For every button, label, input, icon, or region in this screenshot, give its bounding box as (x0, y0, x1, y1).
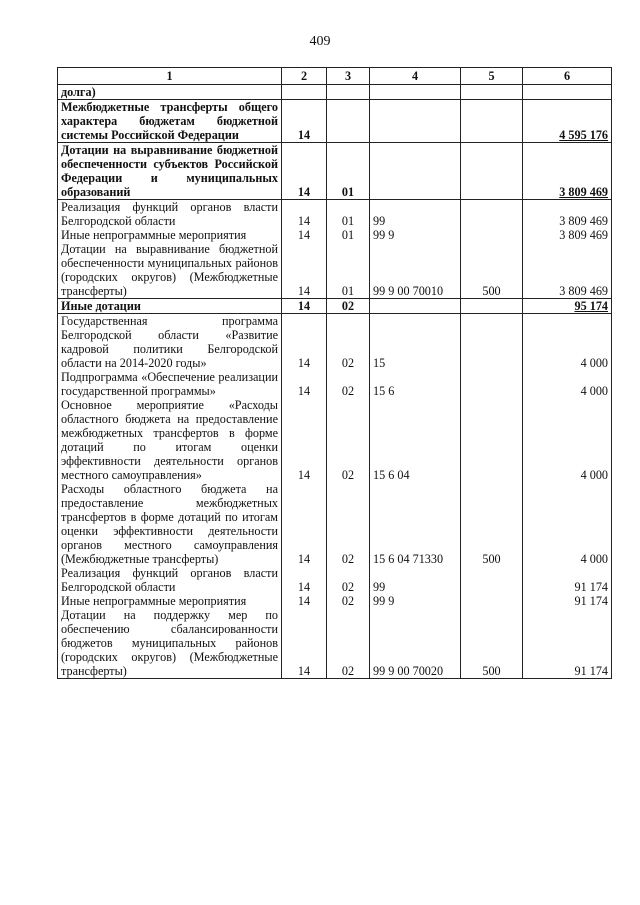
row-name: Иные дотации (58, 299, 282, 314)
row-name: Государственная программа Белгородской области «Развитие кадровой политики Белгородской области на 2014-2020 годы» (58, 314, 282, 371)
row-subsection: 02 (327, 314, 370, 371)
row-target-article (370, 100, 461, 143)
row-section: 14 (282, 482, 327, 566)
row-subsection: 02 (327, 398, 370, 482)
table-row (58, 482, 612, 566)
row-expense-type: 500 (461, 242, 523, 299)
row-name: Дотации на выравнивание бюджетной обеспеченности субъектов Российской Федерации и муниципальных образований (58, 143, 282, 200)
row-expense-type (461, 299, 523, 314)
row-name: Реализация функций органов власти Белгородской области (58, 200, 282, 229)
row-expense-type (461, 143, 523, 200)
row-target-article: 99 9 00 70010 (370, 242, 461, 299)
row-amount: 4 595 176 (523, 100, 612, 143)
row-section: 14 (282, 594, 327, 608)
table-row (58, 314, 612, 371)
table-row (58, 594, 612, 608)
row-target-article: 99 9 (370, 228, 461, 242)
table-row (58, 100, 612, 143)
row-name: Межбюджетные трансферты общего характера бюджетам бюджетной системы Российской Федерации (58, 100, 282, 143)
row-amount: 3 809 469 (523, 228, 612, 242)
row-target-article: 15 (370, 314, 461, 371)
row-name: Дотации на выравнивание бюджетной обеспеченности муниципальных районов (городских округов) (Межбюджетные трансферты) (58, 242, 282, 299)
row-section: 14 (282, 143, 327, 200)
row-amount: 3 809 469 (523, 242, 612, 299)
row-name: Основное мероприятие «Расходы областного бюджета на предоставление межбюджетных трансфертов в форме дотаций по итогам оценки эффективности деятельности органов местного самоуправления» (58, 398, 282, 482)
table-row (58, 299, 612, 314)
row-section: 14 (282, 228, 327, 242)
row-expense-type (461, 228, 523, 242)
row-amount: 4 000 (523, 398, 612, 482)
row-subsection: 01 (327, 242, 370, 299)
header-col-4: 4 (370, 68, 461, 85)
row-subsection: 02 (327, 370, 370, 398)
row-name: Подпрограмма «Обеспечение реализации государственной программы» (58, 370, 282, 398)
row-section: 14 (282, 370, 327, 398)
row-amount: 4 000 (523, 314, 612, 371)
row-expense-type: 500 (461, 482, 523, 566)
row-target-article (370, 85, 461, 100)
header-col-5: 5 (461, 68, 523, 85)
row-subsection: 01 (327, 200, 370, 229)
row-section: 14 (282, 608, 327, 679)
row-name: Иные непрограммные мероприятия (58, 228, 282, 242)
row-amount: 95 174 (523, 299, 612, 314)
row-amount: 3 809 469 (523, 143, 612, 200)
table-row (58, 85, 612, 100)
row-target-article: 15 6 04 71330 (370, 482, 461, 566)
row-expense-type (461, 200, 523, 229)
row-expense-type (461, 314, 523, 371)
row-target-article: 99 (370, 200, 461, 229)
row-subsection: 02 (327, 566, 370, 594)
row-expense-type (461, 398, 523, 482)
row-name: Дотации на поддержку мер по обеспечению сбалансированности бюджетов муниципальных районов (городских округов) (Межбюджетные трансферты) (58, 608, 282, 679)
row-amount: 91 174 (523, 608, 612, 679)
row-section (282, 85, 327, 100)
row-section: 14 (282, 398, 327, 482)
table-row (58, 608, 612, 679)
row-subsection: 02 (327, 608, 370, 679)
row-target-article: 15 6 04 (370, 398, 461, 482)
table-row (58, 242, 612, 299)
row-amount: 91 174 (523, 594, 612, 608)
row-subsection: 02 (327, 482, 370, 566)
row-expense-type: 500 (461, 608, 523, 679)
row-subsection: 01 (327, 143, 370, 200)
table-header (58, 68, 612, 85)
header-col-2: 2 (282, 68, 327, 85)
row-target-article (370, 143, 461, 200)
table-row (58, 228, 612, 242)
header-col-3: 3 (327, 68, 370, 85)
row-amount: 3 809 469 (523, 200, 612, 229)
row-expense-type (461, 85, 523, 100)
row-amount (523, 85, 612, 100)
row-section: 14 (282, 299, 327, 314)
row-target-article: 99 9 00 70020 (370, 608, 461, 679)
row-amount: 91 174 (523, 566, 612, 594)
row-section: 14 (282, 242, 327, 299)
row-expense-type (461, 100, 523, 143)
row-subsection: 01 (327, 228, 370, 242)
row-name: Реализация функций органов власти Белгородской области (58, 566, 282, 594)
row-amount: 4 000 (523, 482, 612, 566)
row-expense-type (461, 594, 523, 608)
row-name: долга) (58, 85, 282, 100)
row-name: Расходы областного бюджета на предоставление межбюджетных трансфертов в форме дотаций по итогам оценки эффективности деятельности органов местного самоуправления (Межбюджетные трансферты) (58, 482, 282, 566)
table-row (58, 200, 612, 229)
table-row (58, 566, 612, 594)
row-section: 14 (282, 314, 327, 371)
row-name: Иные непрограммные мероприятия (58, 594, 282, 608)
row-expense-type (461, 370, 523, 398)
table-row (58, 143, 612, 200)
row-amount: 4 000 (523, 370, 612, 398)
row-target-article: 15 6 (370, 370, 461, 398)
table-body (58, 85, 612, 679)
row-section: 14 (282, 100, 327, 143)
table-row (58, 370, 612, 398)
header-col-6: 6 (523, 68, 612, 85)
row-subsection: 02 (327, 299, 370, 314)
row-expense-type (461, 566, 523, 594)
row-target-article (370, 299, 461, 314)
row-target-article: 99 9 (370, 594, 461, 608)
page-number: 409 (309, 34, 331, 49)
row-section: 14 (282, 200, 327, 229)
table-row (58, 398, 612, 482)
row-subsection: 02 (327, 594, 370, 608)
row-subsection (327, 85, 370, 100)
budget-table (57, 67, 612, 679)
header-col-1: 1 (58, 68, 282, 85)
row-subsection (327, 100, 370, 143)
row-target-article: 99 (370, 566, 461, 594)
row-section: 14 (282, 566, 327, 594)
